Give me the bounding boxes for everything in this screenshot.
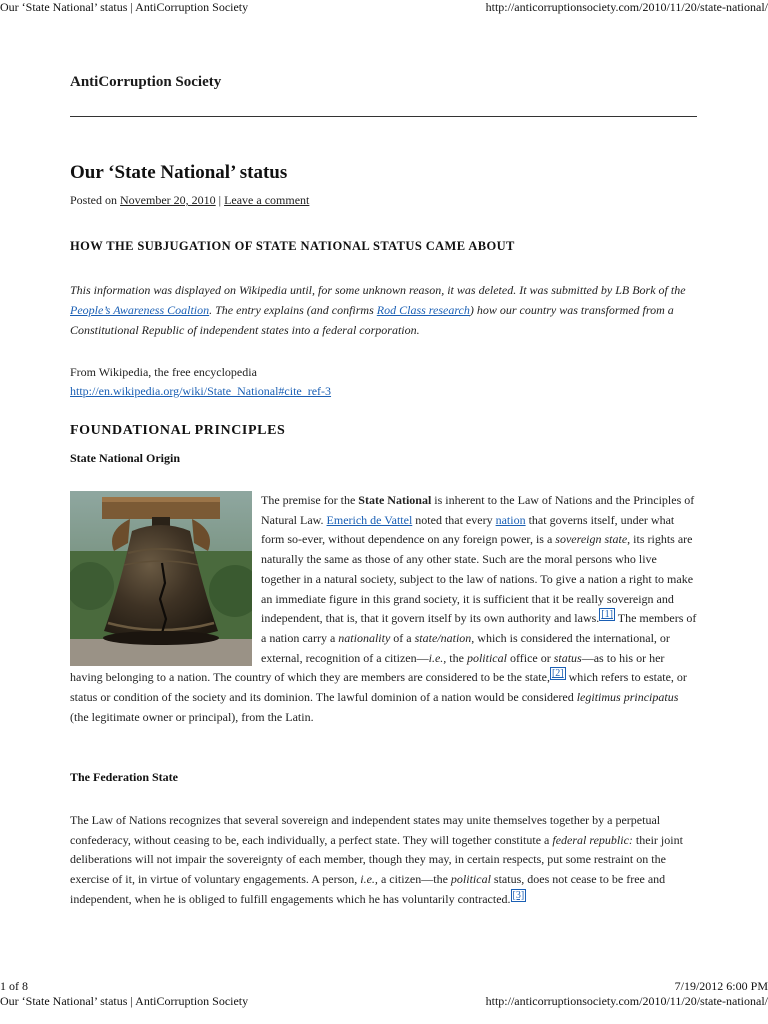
paragraph-text-italic: legitimus principatus	[576, 690, 679, 705]
wikipedia-url-link[interactable]: http://en.wikipedia.org/wiki/State_National#cite_ref-3	[70, 384, 332, 398]
paragraph-text-italic: sovereign state	[555, 532, 628, 547]
federation-state-heading: The Federation State	[70, 770, 178, 784]
nation-link[interactable]: nation	[495, 512, 526, 527]
paragraph-text: which refers to estate, or status or condition of the society and its dominion. The lawful dominion of a nation would be considered	[70, 670, 687, 705]
paragraph-text-italic: nationality	[338, 630, 391, 645]
paragraph-text-italic: political	[450, 872, 491, 887]
site-title[interactable]: AntiCorruption Society	[70, 74, 222, 90]
reference-3-link[interactable]: [3]	[512, 889, 525, 901]
paragraph-text: —as to his or her having belonging to a nation. The country of which they are members are considered to be the state,	[70, 650, 665, 685]
header-divider	[70, 116, 697, 117]
reference-1-link[interactable]: [1]	[601, 609, 613, 621]
paragraph-text-italic: i.e.,	[360, 872, 378, 887]
image-float-spacer	[70, 491, 252, 666]
meta-separator: |	[215, 193, 225, 207]
paragraph-text-italic: federal republic:	[552, 832, 633, 847]
intro-text: This information was displayed on Wikipedia until, for some unknown reason, it was deleted. It was submitted by LB Bork of the	[70, 283, 686, 297]
subjugation-heading: HOW THE SUBJUGATION OF STATE NATIONAL STATUS CAME ABOUT	[70, 239, 515, 253]
paragraph-text: a citizen—the	[377, 872, 451, 887]
from-wikipedia-line: From Wikipedia, the free encyclopedia	[70, 365, 257, 379]
federation-state-paragraph	[70, 811, 698, 910]
paragraph-text: , its rights are naturally the same as those of any other state. Such are the moral persons who live together in a natural society, subject to the law of nations. To give a nation a right to make an immediate figure in this grand society, it is sufficient that it be really sovereign and independent, that is, that it govern itself by its own authority and laws.	[261, 532, 694, 626]
print-header-url: http://anticorruptionsociety.com/2010/11/20/state-national/	[485, 0, 768, 14]
paragraph-text: that governs itself, under what form so-ever, without dependence on any foreign power, is a	[261, 512, 675, 547]
print-footer-page: 1 of 8	[0, 979, 28, 993]
reference-2-link[interactable]: [2]	[551, 668, 564, 680]
paragraph-text-italic: state/nation	[414, 630, 472, 645]
paragraph-text: noted that every	[412, 512, 496, 527]
wikipedia-source	[70, 363, 331, 401]
leave-comment-link[interactable]: Leave a comment	[224, 193, 310, 207]
post-date-link[interactable]: November 20, 2010	[120, 193, 216, 207]
post-meta	[70, 193, 309, 208]
post-title: Our ‘State National’ status	[70, 162, 288, 183]
paragraph-text: their joint deliberations will not impair the sovereignty of each member, though they may, in certain respects, put some restraint on the exercise of it, in virtue of voluntary engagements. A person,	[70, 832, 683, 887]
paragraph-text-bold: State National	[358, 493, 432, 507]
state-national-origin-paragraph	[70, 491, 698, 727]
paragraph-text: the	[446, 650, 467, 665]
paragraph-text: of a	[390, 630, 415, 645]
paragraph-text: office or	[506, 650, 554, 665]
foundational-principles-heading: FOUNDATIONAL PRINCIPLES	[70, 423, 286, 438]
paragraph-text: (the legitimate owner or principal), from the Latin.	[70, 709, 314, 724]
paragraph-text-italic: i.e.,	[428, 650, 447, 665]
paragraph-text: is inherent to the Law of Nations and the Principles of Natural Law.	[261, 493, 695, 527]
rod-class-link[interactable]: Rod Class research	[376, 303, 470, 317]
paragraph-text: The premise for the	[261, 493, 359, 507]
intro-text: . The entry explains (and confirms	[209, 303, 377, 317]
print-footer-title: Our ‘State National’ status | AntiCorruption Society	[0, 994, 249, 1008]
paragraph-text-italic: political	[466, 650, 507, 665]
print-footer-url: http://anticorruptionsociety.com/2010/11/20/state-national/	[485, 994, 768, 1008]
intro-paragraph	[70, 280, 695, 340]
peoples-awareness-link[interactable]: People’s Awareness Coaltion	[70, 303, 210, 317]
state-national-origin-heading: State National Origin	[70, 451, 180, 465]
print-header	[0, 0, 768, 16]
print-footer-page-line	[0, 979, 768, 993]
paragraph-text: The members of a nation carry a	[261, 611, 697, 645]
intro-text: ) how our country was transformed from a Constitutional Republic of independent states into a federal corporation.	[70, 303, 674, 337]
paragraph-text: , which is considered the international, or external, recognition of a citizen—	[261, 630, 670, 665]
print-footer-datetime: 7/19/2012 6:00 PM	[674, 979, 768, 993]
paragraph-text: status, does not cease to be free and independent, when he is obliged to fulfill engagements which he has voluntarily contracted.	[70, 872, 666, 906]
print-header-title: Our ‘State National’ status | AntiCorruption Society	[0, 0, 249, 14]
emerich-de-vattel-link[interactable]: Emerich de Vattel	[326, 512, 413, 527]
paragraph-text-italic: status	[553, 650, 582, 665]
paragraph-text: The Law of Nations recognizes that several sovereign and independent states may unite themselves together by a perpetual confederacy, without ceasing to be, each individually, a perfect state. They will together constitute a	[70, 813, 661, 847]
print-footer-title-line	[0, 994, 768, 1008]
posted-on-label: Posted on	[70, 193, 121, 207]
